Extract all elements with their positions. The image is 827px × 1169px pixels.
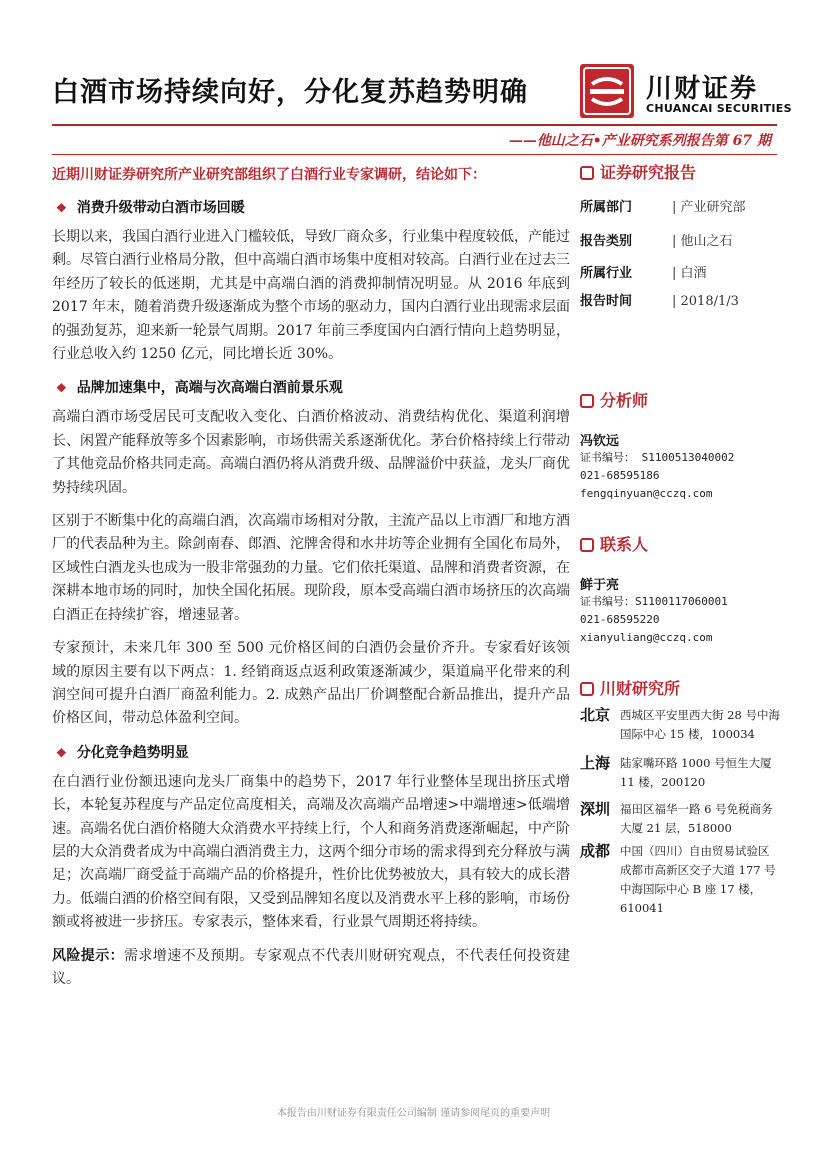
section-heading: ❖ 消费升级带动白酒市场回暖	[56, 200, 245, 216]
body-paragraph: 高端白酒市场受居民可支配收入变化、白酒价格波动、消费结构优化、渠道利润增长、闲置产能释放等多个因素影响，市场供需关系逐渐优化。茅台价格持续上行带动了其他竞品价格共同走高。高端白酒仍将从消费升级、品牌溢价中获益，龙头厂商优势持续巩固。	[52, 409, 570, 496]
report-title: 白酒市场持续向好，分化复苏趋势明确	[52, 77, 528, 108]
analyst-cert: 证书编号： S1100513040002	[580, 451, 735, 464]
logo-text-cn: 川财证券	[646, 74, 759, 104]
analyst-email[interactable]: fengqinyuan@cczq.com	[580, 487, 713, 500]
diamond-bullet-icon: ❖	[56, 381, 67, 396]
office-shenzhen: 深圳 福田区福华一路 6 号免税商务大厦 21 层，518000	[580, 800, 773, 835]
risk-text: 需求增速不及预期。专家观点不代表川财研究观点，不代表任何投资建议。	[52, 947, 570, 987]
section-square-icon	[580, 166, 594, 180]
analyst-block	[580, 430, 734, 503]
risk-notice	[52, 945, 570, 992]
diamond-bullet-icon: ❖	[56, 745, 67, 760]
intro-line: 近期川财证券研究所产业研究部组织了白酒行业专家调研，结论如下：	[52, 167, 486, 183]
contact-phone: 021-68595220	[580, 613, 660, 626]
section-heading: ❖ 分化竞争趋势明显	[56, 744, 189, 761]
info-row-department: 所属部门 | 产业研究部	[580, 200, 746, 215]
company-logo	[580, 64, 792, 124]
contact-name: 鲜于亮	[580, 578, 620, 593]
header-rule-2	[52, 154, 777, 155]
body-paragraph: 区别于不断集中化的高端白酒，次高端市场相对分散，主流产品以上市酒厂和地方酒厂的代表品种为主。除剑南春、郎酒、沱牌舍得和水井坊等企业拥有全国化布局外，区域性白酒龙头也成为一股非常强劲的力量。它们依托渠道、品牌和消费者资源，在深耕本地市场的同时，加快全国化拓展。现阶段，原本受高端白酒市场挤压的次高端白酒正在持续扩容，增速显著。	[52, 513, 570, 623]
section-heading: ❖ 品牌加速集中，高端与次高端白酒前景乐观	[56, 380, 343, 397]
analyst-name: 冯钦远	[580, 434, 620, 449]
section-square-icon	[580, 682, 594, 696]
diamond-bullet-icon: ❖	[56, 201, 67, 215]
section-square-icon	[580, 394, 594, 408]
report-header: 证券研究报告	[580, 160, 696, 186]
body-paragraph: 在白酒行业份额迅速向龙头厂商集中的趋势下，2017 年行业整体呈现出挤压式增长，本轮复苏程度与产品定位高度相关，高端及次高端产品增速>中端增速>低端增速。高端名优白酒价格随大众消费水平持续上行，个人和商务消费逐渐崛起，中产阶层的大众消费者成为中高端白酒消费主力，这两个细分市场的需求得到充分释放与满足；次高端厂商受益于高端产品的价格提升，性价比优势被放大，具有较大的成长潜力。低端白酒的价格空间有限，又受到品牌知名度以及消费水平上移的影响，市场份额或将被进一步挤压。专家表示，整体来看，行业景气周期还将持续。	[52, 773, 570, 931]
institute-header: 川财研究所	[580, 676, 680, 702]
header-rule	[52, 124, 777, 126]
analyst-phone: 021-68595186	[580, 469, 660, 482]
info-row-category: 报告类别 | 他山之石	[580, 234, 733, 249]
page-footer: 本报告由川财证券有限责任公司编制 谨请参阅尾页的重要声明	[276, 1108, 551, 1119]
office-chengdu: 成都 中国（四川）自由贸易试验区成都市高新区交子大道 177 号中海国际中心 B 座 17 楼，610041	[580, 842, 776, 915]
office-shanghai: 上海 陆家嘴环路 1000 号恒生大厦 11 楼，200120	[580, 754, 772, 789]
section-square-icon	[580, 538, 594, 552]
risk-label: 风险提示：	[52, 947, 124, 964]
contact-cert: 证书编号：S1100117060001	[580, 595, 728, 608]
logo-text-en: CHUANCAI SECURITIES	[646, 102, 792, 115]
contact-email[interactable]: xianyuliang@cczq.com	[580, 631, 713, 644]
logo-mark-icon	[580, 64, 634, 118]
contact-header: 联系人	[580, 532, 648, 558]
main-content	[52, 196, 570, 1001]
contact-block	[580, 574, 728, 647]
info-row-date: 报告时间 | 2018/1/3	[580, 294, 739, 309]
body-paragraph: 专家预计，未来几年 300 至 500 元价格区间的白酒仍会量价齐升。专家看好该领域的原因主要有以下两点：1. 经销商返点返利政策逐渐减少，渠道扁平化带来的利润空间可提升白酒厂商盈利能力。2. 成熟产品出厂价调整配合新品推出，提升产品价格区间，带动总体盈利空间。	[52, 640, 570, 727]
analyst-header: 分析师	[580, 388, 648, 414]
report-series-subtitle: ——他山之石•产业研究系列报告第 67 期	[508, 133, 771, 149]
body-paragraph: 长期以来，我国白酒行业进入门槛较低，导致厂商众多，行业集中程度较低，产能过剩。尽管白酒行业格局分散，但中高端白酒市场集中度相对较高。白酒行业在过去三年经历了较长的低迷期，尤其是中高端白酒的消费抑制情况明显。从 2016 年底到 2017 年末，随着消费升级逐渐成为整个市场的驱动力，国内白酒行业出现需求层面的强劲复苏，迎来新一轮景气周期。2017 年前三季度国内白酒行情向上趋势明显，行业总收入约 1250 亿元，同比增长近 30%。	[52, 229, 570, 363]
office-beijing: 北京 西城区平安里西大街 28 号中海国际中心 15 楼，100034	[580, 706, 780, 741]
info-row-industry: 所属行业 | 白酒	[580, 266, 707, 281]
